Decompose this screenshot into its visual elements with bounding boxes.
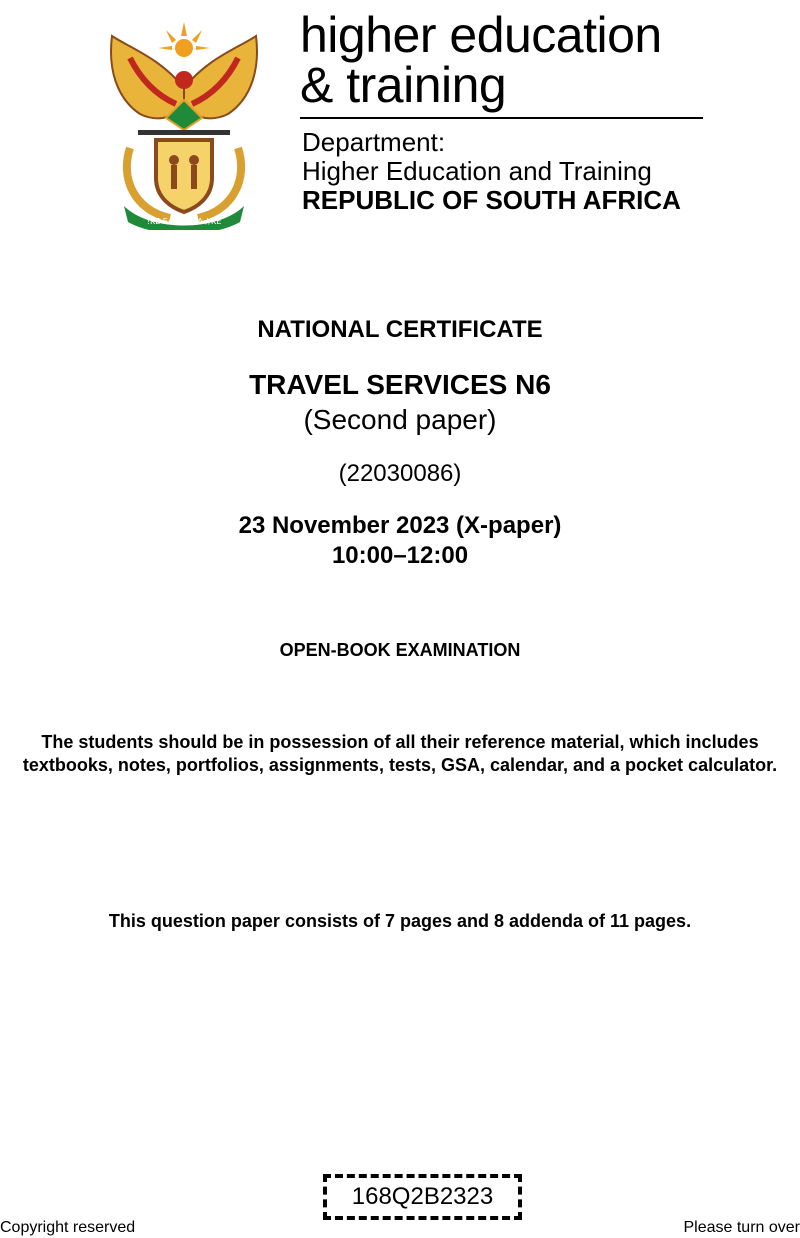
instructions: The students should be in possession of all their reference material, which includes textbooks, notes, portfolios, assignments, tests, GSA, calendar, and a pocket calculator. <box>22 732 778 775</box>
certificate-title: NATIONAL CERTIFICATE <box>257 316 543 343</box>
exam-time: 10:00–12:00 <box>331 542 469 569</box>
subject-title: TRAVEL SERVICES N6 <box>249 369 551 400</box>
coat-of-arms-logo <box>100 18 268 230</box>
crest-motto: !KE E: /XARRA //KE <box>146 217 222 226</box>
sun-icon <box>158 22 210 57</box>
department-label: Department: <box>302 127 446 157</box>
country-name: REPUBLIC OF SOUTH AFRICA <box>302 185 681 215</box>
brand-line-2: & training <box>300 57 507 113</box>
brand-divider <box>300 117 703 119</box>
subject-code: (22030086) <box>338 460 462 487</box>
exam-date: 23 November 2023 (X-paper) <box>238 512 562 539</box>
page-count: This question paper consists of 7 pages and 8 addenda of 11 pages. <box>108 911 692 931</box>
footer-copyright: Copyright reserved <box>0 1219 136 1236</box>
brand-line-1: higher education <box>300 7 662 63</box>
footer-turn-over: Please turn over <box>683 1219 800 1236</box>
paper-label: (Second paper) <box>303 404 497 435</box>
exam-type: OPEN-BOOK EXAMINATION <box>279 640 521 660</box>
department-name: Higher Education and Training <box>302 156 652 186</box>
paper-code-box: 168Q2B2323 <box>323 1174 522 1220</box>
